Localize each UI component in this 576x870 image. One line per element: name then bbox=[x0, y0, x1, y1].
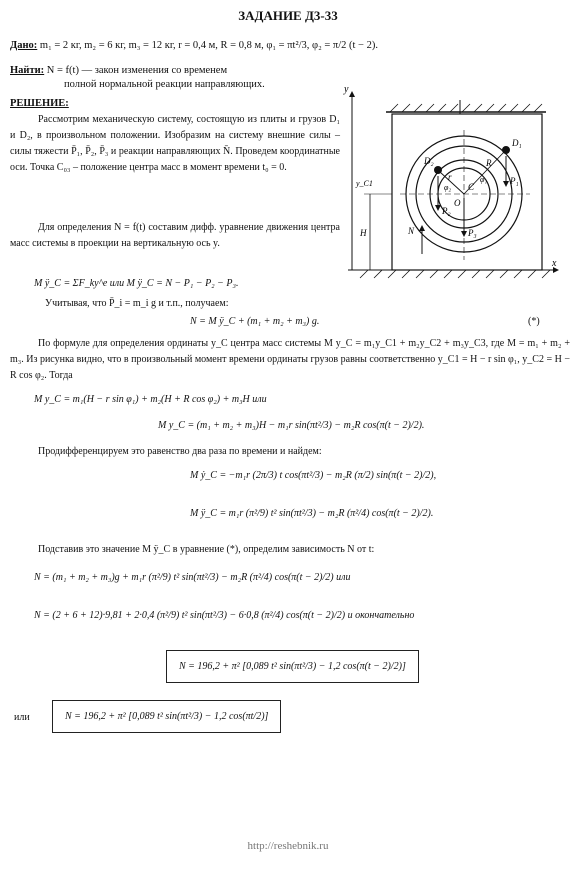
label-phi2: φ₂ bbox=[444, 183, 452, 192]
equation-note: Учитывая, что P̄_i = m_i g и т.п., получаем: bbox=[45, 298, 229, 309]
footer-url: http://reshebnik.ru bbox=[247, 840, 329, 852]
text-differentiate: Продифференцируем это равенство два раза по времени и найдем: bbox=[38, 446, 322, 457]
final-answer-2: N = 196,2 + π² [0,089 t² sin(πt²/3) − 1,2 cos(πt/2)] bbox=[52, 700, 281, 733]
final-answer-1: N = 196,2 + π² [0,089 t² sin(πt²/3) − 1,2 cos(π(t − 2)/2)] bbox=[166, 650, 419, 683]
paragraph-system: Рассмотрим механическую систему, состоящую из плиты и грузов D₁ и D₂, в произвольном положении. Изобразим на систему внешние силы – силы тяжести P̄₁, P̄₂, P̄₃ и реакции направляющих N̄. Проведем координатные оси. Точка C₀₃ – положение центра масс в момент времени t₀ = 0. bbox=[10, 114, 340, 173]
label-yc: y_C1 bbox=[356, 179, 373, 188]
find-line1: N = f(t) — закон изменения со временем bbox=[46, 65, 228, 76]
label-C: C bbox=[468, 182, 475, 192]
given-label: Дано: bbox=[10, 40, 38, 51]
ceiling-hatch bbox=[390, 104, 542, 112]
label-phi1: φ₁ bbox=[480, 175, 488, 184]
label-D2: D₂ bbox=[424, 156, 434, 166]
given-line bbox=[10, 40, 378, 51]
equation-velocity: M ẏ_C = −m₁r (2π/3) t cos(πt²/3) − m₂R (π/2) sin(π(t − 2)/2), bbox=[190, 470, 437, 481]
equation-tag: (*) bbox=[528, 316, 540, 327]
label-P3: P₃ bbox=[468, 228, 477, 238]
mechanism-figure bbox=[340, 86, 566, 280]
label-D1: D₁ bbox=[512, 138, 522, 148]
label-O: O bbox=[454, 198, 461, 208]
load-D1 bbox=[502, 146, 510, 154]
find-line2: полной нормальной реакции направляющих. bbox=[64, 79, 265, 90]
equation-yc-expanded: M y_C = (m₁ + m₂ + m₃)H − m₁r sin(πt²/3) − m₂R cos(π(t − 2)/2). bbox=[158, 420, 425, 431]
paragraph-center-of-mass: По формуле для определения ординаты y_C центра масс системы M y_C = m₁y_C1 + m₂y_C2 + m₃y_C3, где M = m₁ + m₂ + m₃. Из рисунка видно, что в произвольный момент времени ординаты грузов равны соответственно y_C1 = H − r sin φ₁, y_C2 = H − R cos φ₂. Тогда bbox=[10, 338, 570, 381]
given-text: m₁ = 2 кг, m₂ = 6 кг, m₃ = 12 кг, r = 0,4 м, R = 0,8 м, φ₁ = πt²/3, φ₂ = π/2 (t − 2). bbox=[39, 40, 378, 51]
label-H: H bbox=[360, 228, 367, 238]
page-title: ЗАДАНИЕ Д3-33 bbox=[238, 8, 338, 23]
label-R: R bbox=[486, 158, 492, 168]
text-substitute: Подставив это значение M ÿ_C в уравнение (*), определим зависимость N от t: bbox=[38, 544, 375, 555]
find-block bbox=[10, 64, 340, 92]
equation-acceleration: M ÿ_C = m₁r (π²/9) t² sin(πt²/3) − m₂R (π²/4) cos(π(t − 2)/2). bbox=[190, 508, 434, 519]
find-label: Найти: bbox=[10, 65, 45, 76]
label-P1: P₁ bbox=[510, 176, 519, 186]
solution-label: РЕШЕНИЕ: bbox=[10, 98, 69, 109]
equation-N: N = M ÿ_C + (m₁ + m₂ + m₃) g. bbox=[190, 316, 320, 327]
x-axis-label: x bbox=[552, 258, 557, 269]
label-N: N bbox=[408, 226, 415, 236]
paragraph-diffeq: Для определения N = f(t) составим дифф. уравнение движения центра масс системы в проекции на вертикальную ось y. bbox=[10, 222, 340, 249]
load-D2 bbox=[434, 166, 442, 174]
equation-N-general: N = (m₁ + m₂ + m₃)g + m₁r (π²/9) t² sin(πt²/3) − m₂R (π²/4) cos(π(t − 2)/2) или bbox=[34, 572, 351, 583]
y-axis-label: y bbox=[344, 86, 349, 95]
label-r: r bbox=[448, 172, 452, 182]
label-P2: P₂ bbox=[442, 206, 451, 216]
equation-yc: M y_C = m₁(H − r sin φ₁) + m₂(H + R cos φ₂) + m₃H или bbox=[34, 394, 267, 405]
floor-hatch bbox=[360, 270, 550, 278]
or-label: или bbox=[14, 712, 30, 723]
equation-motion: M ÿ_C = ΣF_ky^e или M ÿ_C = N − P₁ − P₂ − P₃. bbox=[34, 278, 239, 289]
equation-N-numeric: N = (2 + 6 + 12)·9,81 + 2·0,4 (π²/9) t² sin(πt²/3) − 6·0,8 (π²/4) cos(π(t − 2)/2) и окончательно bbox=[34, 610, 415, 621]
